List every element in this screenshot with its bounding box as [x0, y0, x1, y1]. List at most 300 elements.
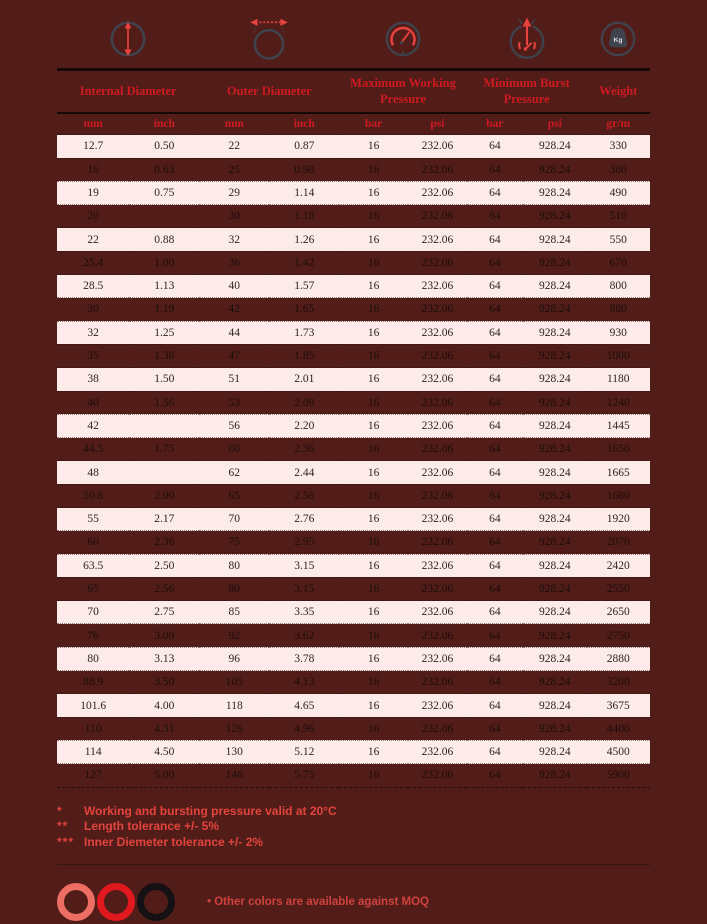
spec-cell: 0.88	[154, 233, 175, 246]
table-row	[57, 368, 650, 391]
spec-cell: 22	[87, 233, 99, 246]
spec-cell: 232.06	[421, 583, 454, 596]
spec-cell: 40	[228, 280, 241, 293]
spec-cell: 64	[489, 256, 501, 269]
table-row	[57, 321, 650, 344]
moq-note: • Other colors are available against MOQ	[207, 896, 429, 909]
spec-cell: 232.06	[421, 256, 454, 269]
spec-cell: 232.06	[421, 326, 454, 339]
spec-cell: 70	[228, 513, 241, 526]
spec-cell: 232.06	[421, 652, 454, 665]
spec-cell: 42	[87, 419, 99, 432]
spec-cell: 64	[489, 210, 501, 223]
spec-cell: 1680	[606, 489, 630, 502]
spec-cell: 64	[489, 676, 501, 689]
table-row	[57, 205, 650, 228]
spec-cell: 4.65	[294, 699, 315, 712]
spec-cell: 64	[489, 606, 501, 619]
table-row	[57, 647, 650, 670]
spec-cell: 48	[87, 466, 99, 479]
outer-diameter-icon	[199, 14, 339, 62]
unit-label: bar	[486, 118, 504, 131]
spec-cell: 5.12	[294, 746, 315, 759]
footnote-marker: ***	[57, 834, 75, 849]
spec-cell: 64	[489, 419, 501, 432]
spec-cell: 88.9	[83, 676, 104, 689]
spec-cell: 64	[489, 513, 501, 526]
spec-cell: 30	[228, 210, 241, 223]
spec-cell: 3.15	[294, 583, 315, 596]
spec-cell: 16	[367, 280, 380, 293]
spec-cell: 1.73	[294, 326, 315, 339]
spec-cell: 1.57	[294, 280, 315, 293]
spec-cell: 44	[228, 326, 241, 339]
spec-cell: 1445	[606, 419, 630, 432]
section-divider	[57, 864, 650, 865]
column-group-header-row	[57, 70, 650, 114]
spec-cell: 232.06	[421, 396, 454, 409]
spec-cell: 670	[609, 256, 627, 269]
spec-cell: 65	[87, 583, 99, 596]
spec-cell: 55	[87, 513, 99, 526]
spec-cell: 16	[367, 513, 380, 526]
spec-cell: 928.24	[538, 629, 571, 642]
spec-cell: 800	[609, 280, 627, 293]
spec-cell: 232.06	[421, 210, 454, 223]
table-row	[57, 531, 650, 554]
spec-cell: 16	[367, 466, 380, 479]
spec-cell: 2.56	[154, 583, 175, 596]
spec-cell: 3.15	[294, 559, 315, 572]
spec-cell: 930	[609, 326, 627, 339]
spec-cell: 1665	[606, 466, 630, 479]
spec-cell: 47	[228, 350, 241, 363]
icons-row	[57, 12, 650, 70]
spec-cell: 928.24	[538, 466, 571, 479]
spec-cell: 928.24	[538, 373, 571, 386]
internal-diameter-icon	[57, 14, 199, 62]
available-colors-section	[57, 880, 650, 924]
spec-cell: 1.85	[294, 350, 315, 363]
spec-cell: 20	[87, 210, 99, 223]
spec-cell: 928.24	[538, 280, 571, 293]
spec-cell: 232.06	[421, 350, 454, 363]
spec-table	[57, 12, 650, 788]
spec-cell: 1.42	[294, 256, 315, 269]
spec-cell: 80	[228, 583, 241, 596]
spec-cell: 4.96	[294, 722, 315, 735]
spec-cell: 928.24	[538, 769, 571, 782]
spec-cell: 928.24	[538, 186, 571, 199]
spec-cell: 2.17	[154, 513, 175, 526]
spec-cell: 928.24	[538, 443, 571, 456]
spec-cell: 16	[367, 722, 380, 735]
spec-cell: 64	[489, 583, 501, 596]
spec-cell: 2.75	[154, 606, 175, 619]
spec-cell: 4.31	[154, 722, 175, 735]
spec-cell: 65	[228, 489, 241, 502]
spec-cell: 16	[367, 210, 380, 223]
table-row	[57, 764, 650, 787]
spec-cell: 64	[489, 536, 501, 549]
spec-cell: 92	[228, 629, 241, 642]
table-row	[57, 275, 650, 298]
spec-cell: 232.06	[421, 699, 454, 712]
spec-cell: 232.06	[421, 443, 454, 456]
spec-table-body	[57, 135, 650, 787]
spec-cell: 64	[489, 280, 501, 293]
spec-cell: 232.06	[421, 536, 454, 549]
table-row	[57, 671, 650, 694]
spec-cell: 0.87	[294, 140, 315, 153]
spec-cell: 1.65	[294, 303, 315, 316]
spec-cell: 928.24	[538, 163, 571, 176]
spec-cell: 232.06	[421, 303, 454, 316]
spec-cell: 16	[367, 419, 380, 432]
spec-cell: 1.38	[154, 350, 175, 363]
spec-cell: 1.75	[154, 443, 175, 456]
spec-cell: 64	[489, 652, 501, 665]
spec-cell: 928.24	[538, 396, 571, 409]
spec-cell: 16	[367, 536, 380, 549]
spec-cell: 2070	[606, 536, 630, 549]
spec-cell: 928.24	[538, 303, 571, 316]
unit-label: mm	[224, 118, 244, 131]
spec-cell: 928.24	[538, 652, 571, 665]
spec-cell: 80	[87, 652, 99, 665]
table-row	[57, 484, 650, 507]
spec-cell: 29	[228, 186, 241, 199]
spec-cell: 64	[489, 326, 501, 339]
spec-cell: 19	[87, 186, 99, 199]
unit-label: mm	[83, 118, 103, 131]
unit-label: inch	[153, 118, 175, 131]
table-row	[57, 181, 650, 204]
spec-cell: 5900	[606, 769, 630, 782]
spec-cell: 70	[87, 606, 99, 619]
spec-cell: 40	[87, 396, 99, 409]
spec-cell: 880	[609, 303, 627, 316]
spec-cell: 928.24	[538, 676, 571, 689]
spec-cell: 62	[228, 466, 241, 479]
group-header-min-burst-pressure: Minimum Burst Pressure	[467, 70, 587, 114]
spec-cell: 232.06	[421, 140, 454, 153]
spec-cell: 928.24	[538, 559, 571, 572]
footnote-text: Inner Diemeter tolerance +/- 2%	[84, 834, 264, 849]
spec-cell: 232.06	[421, 559, 454, 572]
spec-cell: 28.5	[83, 280, 104, 293]
spec-cell: 130	[225, 746, 243, 759]
spec-cell: 16	[367, 489, 380, 502]
spec-cell: 928.24	[538, 350, 571, 363]
spec-cell: 64	[489, 559, 501, 572]
unit-label: gr/m	[606, 118, 631, 131]
spec-cell: 2420	[606, 559, 630, 572]
table-row	[57, 601, 650, 624]
spec-cell: 16	[367, 606, 380, 619]
table-row	[57, 438, 650, 461]
table-row	[57, 624, 650, 647]
spec-cell: 16	[367, 373, 380, 386]
spec-cell: 16	[367, 629, 380, 642]
spec-cell: 16	[367, 186, 380, 199]
spec-cell: 2550	[606, 583, 630, 596]
spec-cell: 2650	[606, 606, 630, 619]
color-swatch-salmon	[57, 883, 95, 921]
spec-cell: 16	[367, 140, 380, 153]
spec-cell: 2.20	[294, 419, 315, 432]
spec-cell: 1.14	[294, 186, 315, 199]
spec-cell: 80	[228, 559, 241, 572]
footnote-marker: **	[57, 819, 69, 834]
units-header-row	[57, 113, 650, 135]
spec-cell: 16	[367, 233, 380, 246]
spec-cell: 232.06	[421, 186, 454, 199]
color-swatch-black	[137, 883, 175, 921]
spec-cell: 232.06	[421, 373, 454, 386]
spec-cell: 2.44	[294, 466, 315, 479]
spec-cell: 1.25	[154, 326, 175, 339]
spec-cell: 3.62	[294, 629, 315, 642]
table-row	[57, 228, 650, 251]
spec-cell: 490	[609, 186, 627, 199]
spec-cell: 3675	[606, 699, 630, 712]
spec-cell: 25	[228, 163, 241, 176]
spec-cell: 232.06	[421, 746, 454, 759]
spec-cell: 510	[609, 210, 627, 223]
unit-label: inch	[293, 118, 315, 131]
spec-cell: 928.24	[538, 489, 571, 502]
spec-cell: 22	[228, 140, 241, 153]
spec-cell: 928.24	[538, 210, 571, 223]
spec-cell: 4.50	[154, 746, 175, 759]
spec-cell: 928.24	[538, 140, 571, 153]
spec-cell: 60	[87, 536, 99, 549]
spec-cell: 1180	[606, 373, 630, 386]
spec-cell: 928.24	[538, 722, 571, 735]
spec-cell: 64	[489, 163, 501, 176]
spec-cell: 32	[228, 233, 241, 246]
color-swatch-red	[97, 883, 135, 921]
spec-cell	[129, 205, 199, 228]
spec-cell: 2.00	[154, 489, 175, 502]
spec-cell: 2.36	[154, 536, 175, 549]
table-row	[57, 694, 650, 717]
spec-cell: 232.06	[421, 419, 454, 432]
spec-cell: 1.19	[154, 303, 175, 316]
spec-cell: 16	[367, 396, 380, 409]
spec-cell: 2880	[606, 652, 630, 665]
spec-cell: 928.24	[538, 233, 571, 246]
spec-cell: 5.75	[294, 769, 315, 782]
footnote-length-tolerance	[57, 819, 650, 835]
spec-cell: 928.24	[538, 419, 571, 432]
spec-cell: 64	[489, 443, 501, 456]
spec-cell: 1650	[606, 443, 630, 456]
spec-cell: 0.63	[154, 163, 175, 176]
spec-cell: 1.13	[154, 280, 175, 293]
spec-cell: 232.06	[421, 163, 454, 176]
table-row	[57, 135, 650, 158]
table-row	[57, 717, 650, 740]
table-row	[57, 508, 650, 531]
spec-cell: 101.6	[80, 699, 107, 712]
footnote-pressure	[57, 804, 650, 820]
spec-cell: 2.76	[294, 513, 315, 526]
spec-cell: 1240	[606, 396, 630, 409]
spec-cell: 380	[609, 163, 627, 176]
spec-cell: 232.06	[421, 513, 454, 526]
spec-cell: 64	[489, 489, 501, 502]
spec-cell: 16	[367, 559, 380, 572]
spec-cell: 63.5	[83, 559, 104, 572]
spec-cell: 1920	[606, 513, 630, 526]
table-row	[57, 158, 650, 181]
table-row	[57, 251, 650, 274]
spec-cell: 232.06	[421, 280, 454, 293]
footnote-diameter-tolerance	[57, 835, 650, 851]
spec-cell: 232.06	[421, 769, 454, 782]
group-header-internal-diameter: Internal Diameter	[57, 70, 199, 114]
spec-cell: 16	[367, 163, 380, 176]
spec-cell: 2.56	[294, 489, 315, 502]
spec-cell: 105	[225, 676, 243, 689]
spec-cell: 16	[367, 746, 380, 759]
footnotes	[57, 804, 650, 851]
spec-cell: 3.00	[154, 629, 175, 642]
spec-cell: 16	[367, 256, 380, 269]
working-pressure-gauge-icon	[339, 14, 466, 62]
spec-cell: 51	[228, 373, 241, 386]
spec-cell: 38	[87, 373, 99, 386]
spec-cell: 126	[225, 722, 243, 735]
group-header-outer-diameter: Outer Diameter	[199, 70, 339, 114]
burst-pressure-gauge-icon	[467, 14, 587, 62]
spec-cell: 16	[367, 350, 380, 363]
spec-cell: 550	[609, 233, 627, 246]
unit-label: bar	[365, 118, 383, 131]
spec-cell: 232.06	[421, 489, 454, 502]
spec-cell: 12.7	[83, 140, 104, 153]
spec-cell: 64	[489, 699, 501, 712]
spec-cell: 75	[228, 536, 241, 549]
spec-cell: 64	[489, 722, 501, 735]
spec-cell: 928.24	[538, 583, 571, 596]
spec-cell: 3200	[606, 676, 630, 689]
spec-cell: 64	[489, 233, 501, 246]
spec-cell: 64	[489, 466, 501, 479]
spec-cell: 2.95	[294, 536, 315, 549]
spec-cell: 3.35	[294, 606, 315, 619]
spec-cell: 42	[228, 303, 241, 316]
spec-cell: 3.78	[294, 652, 315, 665]
spec-cell: 16	[367, 699, 380, 712]
spec-cell: 53	[228, 396, 241, 409]
spec-cell: 16	[367, 443, 380, 456]
spec-cell: 76	[87, 629, 99, 642]
table-row	[57, 554, 650, 577]
spec-cell	[129, 414, 199, 437]
spec-cell: 32	[87, 326, 99, 339]
spec-cell: 232.06	[421, 466, 454, 479]
spec-cell: 1.50	[154, 373, 175, 386]
spec-cell: 3.13	[154, 652, 175, 665]
spec-cell: 2.09	[294, 396, 315, 409]
spec-cell: 35	[87, 350, 99, 363]
spec-cell: 110	[84, 722, 102, 735]
spec-cell: 2.01	[294, 373, 315, 386]
spec-cell: 64	[489, 769, 501, 782]
table-row	[57, 461, 650, 484]
spec-cell: 1.00	[154, 256, 175, 269]
spec-cell: 64	[489, 186, 501, 199]
spec-cell: 928.24	[538, 326, 571, 339]
spec-cell: 928.24	[538, 699, 571, 712]
weight-kg-icon	[587, 14, 651, 62]
unit-label: psi	[430, 118, 445, 131]
spec-cell: 64	[489, 746, 501, 759]
spec-cell: 4500	[606, 746, 630, 759]
spec-cell: 56	[228, 419, 241, 432]
spec-cell: 4.00	[154, 699, 175, 712]
group-header-weight: Weight	[587, 70, 651, 114]
table-row	[57, 414, 650, 437]
unit-label: psi	[547, 118, 562, 131]
spec-cell: 25.4	[83, 256, 104, 269]
spec-cell: 2.50	[154, 559, 175, 572]
spec-cell: 16	[367, 303, 380, 316]
spec-cell: 1.26	[294, 233, 315, 246]
table-row	[57, 344, 650, 367]
spec-cell	[129, 461, 199, 484]
spec-cell: 50.8	[83, 489, 104, 502]
spec-cell: 36	[228, 256, 241, 269]
spec-cell: 64	[489, 373, 501, 386]
spec-cell: 232.06	[421, 606, 454, 619]
table-row	[57, 577, 650, 600]
spec-cell: 1000	[606, 350, 630, 363]
spec-cell: 64	[489, 350, 501, 363]
spec-cell: 5.00	[154, 769, 175, 782]
spec-cell: 64	[489, 396, 501, 409]
spec-cell: 60	[228, 443, 241, 456]
spec-cell: 96	[228, 652, 241, 665]
spec-cell: 64	[489, 303, 501, 316]
spec-cell: 3.50	[154, 676, 175, 689]
spec-cell: 928.24	[538, 606, 571, 619]
spec-cell: 232.06	[421, 629, 454, 642]
spec-cell: 0.50	[154, 140, 175, 153]
spec-cell: 928.24	[538, 256, 571, 269]
spec-cell: 232.06	[421, 676, 454, 689]
spec-cell: 16	[367, 652, 380, 665]
spec-cell: 85	[228, 606, 241, 619]
spec-cell: 44.5	[83, 443, 104, 456]
spec-cell: 16	[87, 163, 99, 176]
spec-cell: 928.24	[538, 513, 571, 526]
spec-cell: 4400	[606, 722, 630, 735]
spec-cell: 118	[225, 699, 243, 712]
spec-cell: 232.06	[421, 722, 454, 735]
spec-cell: 928.24	[538, 536, 571, 549]
spec-cell: 16	[367, 583, 380, 596]
group-header-max-working-pressure: Maximum Working Pressure	[339, 70, 466, 114]
spec-cell: 127	[84, 769, 102, 782]
spec-cell: 16	[367, 769, 380, 782]
spec-cell: 16	[367, 676, 380, 689]
svg-text:Kg: Kg	[613, 37, 623, 45]
spec-cell: 114	[84, 746, 102, 759]
